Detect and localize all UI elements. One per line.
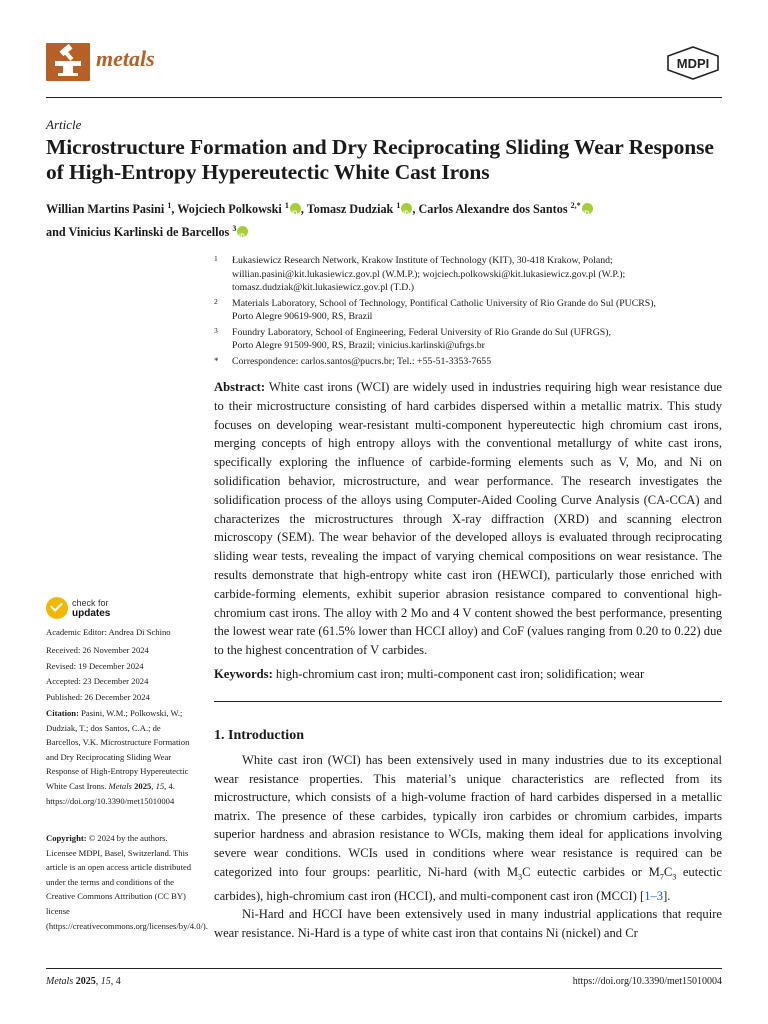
academic-editor: Academic Editor: Andrea Di Schino [46,627,171,637]
affiliation-item [214,355,724,369]
author-affiliation-number: 2,* [570,201,581,210]
affiliation-line: Correspondence: carlos.santos@pucrs.br; Tel.: +55-51-3353-7655 [232,355,492,367]
author-name[interactable]: Willian Martins Pasini [46,202,165,217]
author-affiliation-number: 1 [284,201,289,210]
keywords-label: Keywords: [214,667,273,681]
intro-paragraph-1: White cast iron (WCI) has been extensively used in many industries due to its exceptional wear resistance properties. This material’s unique characteristics are reflected from its microstructure, which consists of a high-volume fraction of hard carbides dispersed in a metallic matrix. The presence of these carbides, typically iron carbides or chromium carbides, imparts superior hardness and abrasion resistance to WCIs, making them ideal for applications involving severe wear conditions. WCIs used in conditions where wear resistance is required can be categorized into four groups: pearlitic, Ni-hard (with $M_3C$ eutectic carbides or $M_7C_3$ eutectic carbides), high-chromium cast iron (HCCI), and multi-component cast iron (MCCI) [1–3]. [214,753,722,903]
check-updates-icon [46,597,68,619]
author-name[interactable]: and Vinicius Karlinski de Barcellos [46,225,230,240]
affiliation-line: Foundry Laboratory, School of Engineering, Federal University of Rio Grande do Sul (UFRGS), [232,326,611,338]
received-date: Received: 26 November 2024 [46,645,149,655]
orcid-icon[interactable] [582,203,593,214]
article-title: Microstructure Formation and Dry Reciprocating Sliding Wear Response of High-Entropy Hypereutectic White Cast Irons [46,135,714,184]
affiliation-number: * [214,355,219,366]
author-name[interactable]: Carlos Alexandre dos Santos [418,202,568,217]
citation-label: Citation: [46,708,79,718]
copyright-label: Copyright: [46,833,87,843]
affiliations [214,254,724,370]
revised-date: Revised: 19 December 2024 [46,660,144,671]
mdpi-logo-icon [664,46,722,80]
abstract-text: White cast irons (WCI) are widely used in industries requiring high wear resistance due to their microstructure consisting of hard carbides dispersed within a metallic matrix. This study focuses on developing wear-resistant multi-component hypereutectic high chromium cast irons, merging concepts of high entropy alloys with the conventional metallurgy of white cast irons, specifically exploring the influence of carbide-forming elements such as V, Mo, and Ni on solidification behavior, microstructure, and wear performance. The research investigates the solidification process of the alloys using Computer-Aided Cooling Curve Analysis (CA-CCA) and characterizes the microstructures through X-ray diffraction (XRD) and scanning electron microscopy (SEM). The wear behavior of the developed alloys is evaluated through reciprocating sliding wear tests, revealing the impact of varying chemical compositions on wear resistance. The results demonstrate that high-entropy white cast iron (HEWCI), particularly those enriched with carbide-forming elements, exhibit superior abrasion resistance compared to conventional high-chromium cast irons. The alloy with 2 Mo and 4 V content showed the best performance, presenting the lowest wear rate (61.5% lower than HCCI alloy) and CoF (values ranging from 0.20 to 0.22) due to the highest concentration of V carbides. [214,380,722,658]
check-updates-label: check for updates [72,598,111,619]
affiliation-line: Porto Alegre 90619-900, RS, Brazil [232,311,373,322]
abstract-label: Abstract: [214,380,266,394]
header-divider [46,97,722,98]
accepted-date: Accepted: 23 December 2024 [46,676,149,686]
abstract [214,378,722,660]
citation-doi-link[interactable]: , 4. https://doi.org/10.3390/met15010004 [46,780,175,806]
publication-dates [46,643,196,705]
affiliation-number: 2 [214,296,218,306]
journal-header [46,43,722,97]
orcid-icon[interactable] [290,203,301,214]
mdpi-logo-text: MDPI [676,56,710,71]
affiliation-number: 3 [214,325,218,335]
keywords-divider [214,701,722,702]
author-name[interactable]: Wojciech Polkowski [177,202,282,217]
keywords-text: high-chromium cast iron; multi-component cast iron; solidification; wear [275,667,645,681]
citation-text: Pasini, W.M.; Polkowski, W.; Dudziak, T.; dos Santos, C.A.; de Barcellos, V.K. Microstructure Formation and Dry Reciprocating Sliding Wear Response of High-Entropy Hypereutectic White Cast Irons. [46,708,190,791]
affiliation-item [214,326,724,353]
copyright-block [46,831,208,933]
affiliation-line: Materials Laboratory, School of Technology, Pontifical Catholic University of Rio Grande do Sul (PUCRS), [232,297,656,309]
affiliation-line: Łukasiewicz Research Network, Krakow Institute of Technology (KIT), 30-418 Krakow, Poland; [232,255,613,266]
orcid-icon[interactable] [237,226,248,237]
footer-citation: Metals 2025, 15, 4 [46,976,121,987]
author-affiliation-number: 1 [167,201,172,210]
copyright-text: © 2024 by the authors. Licensee MDPI, Basel, Switzerland. This article is an open access article distributed under the terms and conditions of the Creative Commons Attribution (CC BY) license (https://creativecommons.org/licenses/by/4.0/). [46,833,208,931]
section-heading-introduction: 1. Introduction [214,728,304,743]
affiliation-line: willian.pasini@kit.lukasiewicz.gov.pl (W.M.P.); wojciech.polkowski@kit.lukasiewicz.gov.pl (W.P.); [232,268,626,280]
journal-name[interactable]: metals [96,46,155,71]
affiliation-item [214,254,724,295]
introduction-body [214,751,722,942]
published-date: Published: 26 December 2024 [46,691,150,702]
intro-paragraph-2: Ni-Hard and HCCI have been extensively used in many industrial applications that require wear resistance. Ni-Hard is a type of white cast iron that contains Ni (nickel) and Cr [214,907,722,940]
footer-divider [46,968,722,969]
orcid-icon[interactable] [401,203,412,214]
check-for-updates-button[interactable] [46,597,136,621]
reference-link[interactable]: 1–3 [644,888,664,903]
citation-block: Citation: Pasini, W.M.; Polkowski, W.; Dudziak, T.; dos Santos, C.A.; de Barcellos, V.K. Microstructure Formation and Dry Reciprocating Sliding Wear Response of High-Entropy Hypereutectic White Cast Irons. Metals 2025, 15, 4. https://doi.org/10.3390/met15010004 [46,708,190,806]
affiliation-item [214,297,724,324]
keywords [214,665,722,684]
affiliation-line: Porto Alegre 91509-900, RS, Brazil; vinicius.karlinski@ufrgs.br [232,340,485,351]
metals-logo-icon [46,43,90,81]
author-name[interactable]: Tomasz Dudziak [306,202,394,217]
article-type: Article [46,117,82,132]
footer-doi-link[interactable]: https://doi.org/10.3390/met15010004 [572,976,722,987]
author-list: Willian Martins Pasini $^1$, Wojciech Polkowski $^1$iD , Tomasz Dudziak $^1$iD , Carlos Alexandre dos Santos $^{2,*}$iD and Vinicius Karlinski de Barcellos $^3$iD [46,196,726,242]
author-affiliation-number: 3 [232,224,237,234]
affiliation-line: tomasz.dudziak@kit.lukasiewicz.gov.pl (T.D.) [232,282,415,293]
affiliation-number: 1 [214,254,218,263]
author-affiliation-number: 1 [396,201,401,210]
